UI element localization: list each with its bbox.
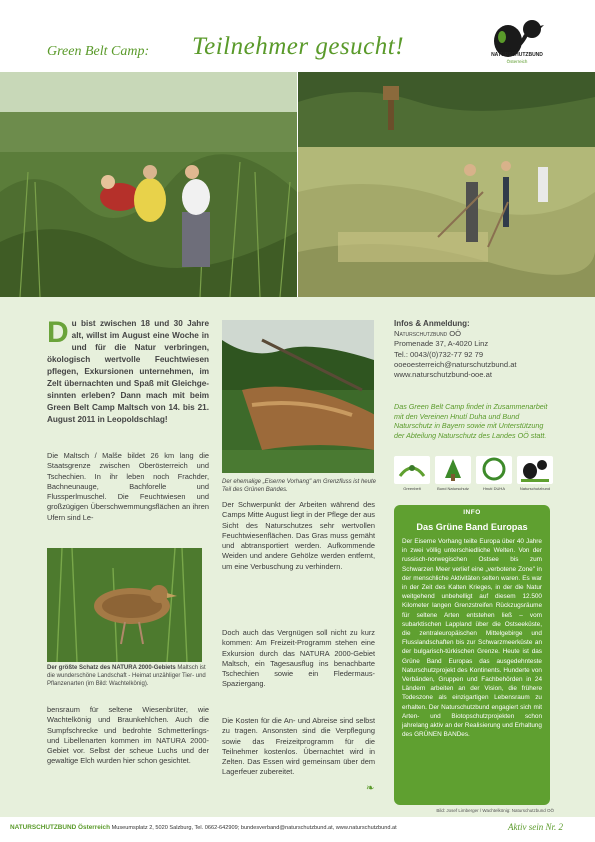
- col2-paragraph-fun: Doch auch das Vergnügen soll nicht zu kurz kommen: Am Freizeit-Programm stehen eine Exkursion durch das NATURA 2000-Gebiet Maltsch, ein Tagesausflug ins benachbarte Tschechien sowie ein Fledermaus-Spaziergang.: [222, 628, 375, 689]
- logo-subtext: Österreich: [506, 59, 528, 64]
- intro-paragraph: [47, 318, 209, 426]
- footer-issue-number: Aktiv sein Nr. 2: [508, 822, 563, 832]
- footer-brand: NATURSCHUTZBUND Österreich: [10, 824, 111, 831]
- col1-bottom-paragraph: bensraum für seltene Wiesenbrüter, wie Wachtelkönig und Braunkehlchen. Auch die Sumpfschrecke und bedrohte Schmetterlings- und Libellenarten kommen im NATURA 2000-Gebiet vor. Selbst der scheue Luchs und der gewaltige Elch wurden hier schon gesichtet.: [47, 705, 209, 766]
- dropcap-letter: D: [47, 316, 69, 349]
- photo-credit: Bild: Josef Limberger / Wachtelkönig: Naturschutzbund OÖ: [436, 808, 554, 813]
- contact-org: Naturschutzbund OÖ: [394, 329, 462, 338]
- col2-paragraph-work: Der Schwerpunkt der Arbeiten während des Camps Mitte August liegt in der Pflege der aus Sicht des Naturschutzes sehr wertvollen Feuchtwiesenflächen. Das Gras muss gemäht und abtransportiert werden. Aufkommende Weiden und andere Gehölze werden entfernt, um eine Verbuschung zu verhindern.: [222, 500, 375, 571]
- info-box-title: Das Grüne Band Europas: [416, 522, 528, 532]
- photo-border-river: [222, 320, 374, 473]
- header-title-small: Green Belt Camp:: [47, 44, 150, 59]
- contact-address: Promenade 37, A-4020 Linz: [394, 339, 489, 349]
- photo-corncrake: [47, 548, 202, 662]
- bird-caption-bold: Der größte Schatz des NATURA 2000-Gebiets: [47, 665, 176, 671]
- bird-caption-text: Maltsch ist die wunderschöne Landschaft - Heimat unzähliger Tier- und Pflanzenarten (im Bild: Wachtelkönig).: [47, 665, 206, 687]
- partner-note: Das Green Belt Camp findet in Zusammenarbeit mit den Vereinen Hnutí Duha und Bund Naturschutz in Bayern sowie mit Unterstützung der Abteilung Naturschutz des Landes OÖ statt.: [394, 402, 548, 440]
- contact-details: [394, 329, 517, 380]
- contact-title: Infos & Anmeldung:: [394, 319, 470, 328]
- hnuti-duha-logo-icon: [476, 456, 512, 484]
- bird-caption: [47, 664, 207, 688]
- col1-paragraph: Die Maltsch / Malše bildet 26 km lang die Staatsgrenze zwischen Oberösterreich und Tschechien. In ihr leben noch Frachder, Bachneunauge, Bachforelle und Flussperlmuschel. Die Feuchtwiesen und großzügigen Überschwemmungsflächen an ihren Ufern sind Le-: [47, 451, 209, 522]
- partner-logo-label: Naturschutzbund: [519, 486, 551, 491]
- partner-logos: [394, 456, 554, 494]
- contact-phone: Tel.: 0043/(0)732-77 92 79: [394, 349, 484, 359]
- contact-website-link[interactable]: www.naturschutzbund-ooe.at: [394, 370, 492, 380]
- info-tag: INFO: [463, 509, 481, 516]
- page-footer: [0, 817, 595, 842]
- photo-volunteers-in-reeds: [0, 72, 297, 297]
- footer-address: [10, 824, 397, 831]
- contact-email-link[interactable]: ooeoesterreich@naturschutzbund.at: [394, 359, 517, 369]
- end-mark-icon: ❧: [366, 783, 375, 794]
- photo-volunteers-raking-meadow: [298, 72, 595, 297]
- partner-logo-label: Bund Naturschutz: [437, 486, 469, 491]
- footer-contact: Museumsplatz 2, 5020 Salzburg, Tel. 0662-642909; bundesverband@naturschutzbund.at, www.naturschutzbund.at: [111, 825, 397, 831]
- river-caption: Der ehemalige „Eiserne Vorhang" am Grenzfluss ist heute Teil des Grünen Bandes.: [222, 479, 376, 493]
- greenbelt-logo-icon: [394, 456, 430, 484]
- logo-text: NATURSCHUTZBUND: [491, 52, 543, 58]
- page-header: [0, 0, 595, 72]
- info-box-body: Der Eiserne Vorhang teilte Europa über 40 Jahre in zwei völlig unterschiedliche Welten. Von der russisch-norwegischen Ostsee bis zum Schwarzen Meer verlief eine „verbotene Zone" in der menschliche Aktivitäten selten waren. Es war in der Zeit des Kalten Krieges, in der die Natur weitgehend unbehelligt auf diesem 12.500 Kilometer langen Grenzstreifen Rückzugsräume für seltene Arten entstehen ließ – vom subarktischen Lappland über die Ostseeküste, die zentraleuropäischen Mittelgebirge und Flusslandschaften bis zur Schwarzmeerküste an der bulgarisch-türkischen Grenze. Heute ist das Grüne Band Europas das ausgedehnteste Naturschutzprojekt des Kontinents. Hunderte von Verbänden, Gruppen und Fachbehörden in 24 Ländern arbeiten an der Vision, die frühere Todeszone als einzigartigen Lebensraum zu erhalten. Der Naturschutzbund engagiert sich mit Arten- und Biotopschutzprojekten schon jahrelang aktiv an der Realisierung und Erhaltung des GRÜNEN BANDes.: [402, 538, 542, 739]
- partner-logo-label: Hnutí DUHA: [482, 486, 505, 491]
- naturschutzbund-small-logo-icon: [517, 456, 553, 484]
- intro-text: u bist zwischen 18 und 30 Jahre alt, willst im August eine Woche in und für die Natur verbringen, ökologisch wertvolle Feuchtwiesen pflegen, Exkursionen unternehmen, im Zelt übernachten und Spaß mit Gleichge-sinnten erleben? Dann mach mit beim Green Belt Camp Maltsch von 14. bis 21. August 2011 in Leopoldschlag!: [47, 319, 209, 424]
- header-title-big: Teilnehmer gesucht!: [192, 33, 405, 60]
- col2-paragraph-costs: Die Kosten für die An- und Abreise sind selbst zu tragen. Ansonsten sind die Verpflegung sowie das Freizeitprogramm für die Teilnehmer kostenlos. Übernachtet wird in Zelten. Das Essen wird gemeinsam über dem Lagerfeuer zubereitet.: [222, 716, 375, 777]
- partner-logo-label: Greenbelt: [403, 486, 421, 491]
- bund-naturschutz-logo-icon: [435, 456, 471, 484]
- info-box-green-belt: [394, 505, 550, 805]
